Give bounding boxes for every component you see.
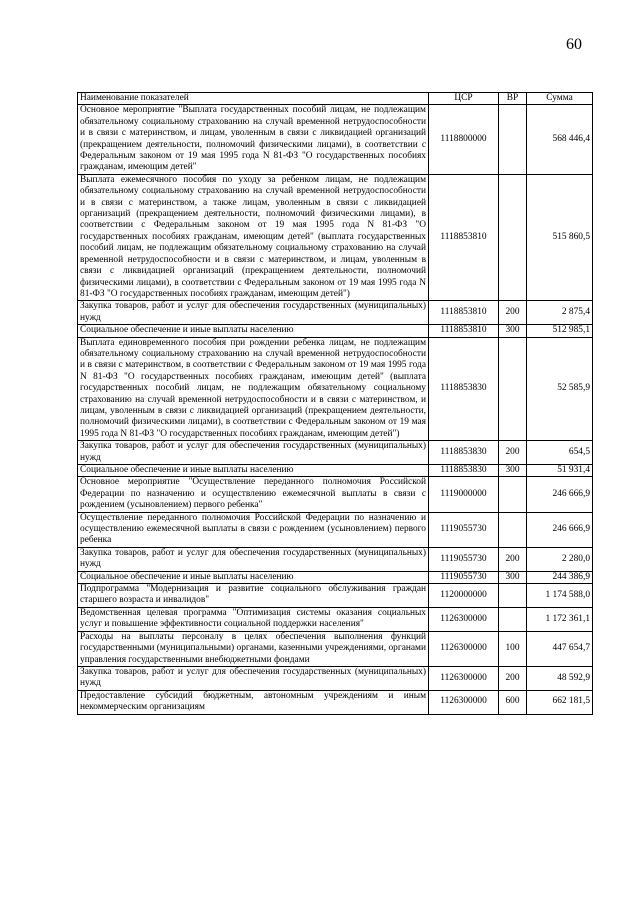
- row-vr-cell: [499, 174, 527, 300]
- row-csr-cell: 1118853830: [429, 465, 499, 477]
- row-vr-cell: [499, 337, 527, 441]
- budget-table: [77, 92, 593, 715]
- header-csr: ЦСР: [429, 93, 499, 105]
- table-row: [78, 584, 593, 608]
- row-name-cell: Предоставление субсидий бюджетным, автономным учреждениям и иным некоммерческим организациям: [78, 690, 429, 714]
- row-name-cell: Ведомственная целевая программа "Оптимизация системы оказания социальных услуг и повышение эффективности социальной поддержки населения": [78, 607, 429, 631]
- table-row: [78, 666, 593, 690]
- row-sum-cell: 2 280,0: [527, 547, 593, 571]
- row-vr-cell: 300: [499, 325, 527, 337]
- row-sum-cell: 246 666,9: [527, 512, 593, 547]
- row-vr-cell: [499, 105, 527, 174]
- row-sum-cell: 244 386,9: [527, 571, 593, 583]
- row-sum-cell: 568 446,4: [527, 105, 593, 174]
- row-csr-cell: 1126300000: [429, 607, 499, 631]
- row-name-cell: Основное мероприятие "Выплата государственных пособий лицам, не подлежащим обязательному социальному страхованию на случай временной нетрудоспособности и в связи с материнством, и лицам, уволенным в связи с ликвидацией организаций (прекращением деятельности, полномочий физическими лицами), в соответствии с Федеральным законом от 19 мая 1995 года N 81-ФЗ "О государственных пособиях гражданам, имеющим детей": [78, 105, 429, 174]
- table-row: [78, 325, 593, 337]
- row-vr-cell: 200: [499, 547, 527, 571]
- row-name-cell: Социальное обеспечение и иные выплаты населению: [78, 465, 429, 477]
- table-row: [78, 690, 593, 714]
- table-row: [78, 547, 593, 571]
- row-sum-cell: 52 585,9: [527, 337, 593, 441]
- row-name-cell: Расходы на выплаты персоналу в целях обеспечения выполнения функций государственными (муниципальными) органами, казенными учреждениями, органами управления государственными внебюджетными фондами: [78, 631, 429, 666]
- row-vr-cell: [499, 477, 527, 512]
- table-row: [78, 105, 593, 174]
- page-number: 60: [566, 36, 582, 53]
- row-vr-cell: 300: [499, 571, 527, 583]
- row-name-cell: Социальное обеспечение и иные выплаты населению: [78, 325, 429, 337]
- row-sum-cell: 447 654,7: [527, 631, 593, 666]
- row-csr-cell: 1118853810: [429, 325, 499, 337]
- table-row: [78, 477, 593, 512]
- row-vr-cell: 200: [499, 301, 527, 325]
- row-vr-cell: 100: [499, 631, 527, 666]
- row-vr-cell: [499, 607, 527, 631]
- table-row: [78, 337, 593, 441]
- row-name-cell: Социальное обеспечение и иные выплаты населению: [78, 571, 429, 583]
- row-name-cell: Выплата ежемесячного пособия по уходу за ребенком лицам, не подлежащим обязательному социальному страхованию на случай временной нетрудоспособности и в связи с материнством, а также лицам, уволенным в связи с ликвидацией организаций (прекращением деятельности, полномочий физическими лицами), в соответствии с Федеральным законом от 19 мая 1995 года N 81-ФЗ "О государственных пособиях гражданам, имеющим детей" (выплата государственных пособий лицам, не подлежащим обязательному социальному страхованию на случай временной нетрудоспособности и в связи с материнством, и лицам, уволенным в связи с ликвидацией организаций (прекращением деятельности, полномочий физическими лицами), в соответствии с Федеральным законом от 19 мая 1995 года N 81-ФЗ "О государственных пособиях гражданам, имеющим детей"): [78, 174, 429, 300]
- row-name-cell: Закупка товаров, работ и услуг для обеспечения государственных (муниципальных) нужд: [78, 441, 429, 465]
- row-name-cell: Закупка товаров, работ и услуг для обеспечения государственных (муниципальных) нужд: [78, 547, 429, 571]
- row-csr-cell: 1119055730: [429, 512, 499, 547]
- row-csr-cell: 1119000000: [429, 477, 499, 512]
- row-vr-cell: 600: [499, 690, 527, 714]
- table-row: [78, 465, 593, 477]
- row-sum-cell: 2 875,4: [527, 301, 593, 325]
- table-row: [78, 441, 593, 465]
- row-sum-cell: 51 931,4: [527, 465, 593, 477]
- header-name: Наименование показателей: [78, 93, 429, 105]
- row-csr-cell: 1118853830: [429, 337, 499, 441]
- table-row: [78, 631, 593, 666]
- row-name-cell: Основное мероприятие "Осуществление переданного полномочия Российской Федерации по назначению и осуществлению ежемесячной выплаты в связи с рождением (усыновлением) первого ребенка": [78, 477, 429, 512]
- row-vr-cell: 200: [499, 666, 527, 690]
- table-row: [78, 301, 593, 325]
- row-vr-cell: [499, 512, 527, 547]
- header-sum: Сумма: [527, 93, 593, 105]
- row-sum-cell: 515 860,5: [527, 174, 593, 300]
- row-csr-cell: 1118853810: [429, 174, 499, 300]
- row-name-cell: Закупка товаров, работ и услуг для обеспечения государственных (муниципальных) нужд: [78, 666, 429, 690]
- row-csr-cell: 1126300000: [429, 666, 499, 690]
- row-sum-cell: 512 985,1: [527, 325, 593, 337]
- table-row: [78, 571, 593, 583]
- row-vr-cell: 300: [499, 465, 527, 477]
- row-csr-cell: 1126300000: [429, 631, 499, 666]
- row-sum-cell: 654,5: [527, 441, 593, 465]
- row-vr-cell: [499, 584, 527, 608]
- row-vr-cell: 200: [499, 441, 527, 465]
- table-row: [78, 512, 593, 547]
- row-csr-cell: 1126300000: [429, 690, 499, 714]
- row-csr-cell: 1120000000: [429, 584, 499, 608]
- row-name-cell: Закупка товаров, работ и услуг для обеспечения государственных (муниципальных) нужд: [78, 301, 429, 325]
- row-csr-cell: 1118853810: [429, 301, 499, 325]
- table-row: [78, 174, 593, 300]
- table-row: [78, 607, 593, 631]
- row-name-cell: Подпрограмма "Модернизация и развитие социального обслуживания граждан старшего возраста и инвалидов": [78, 584, 429, 608]
- row-sum-cell: 1 174 588,0: [527, 584, 593, 608]
- header-vr: ВР: [499, 93, 527, 105]
- row-csr-cell: 1118853830: [429, 441, 499, 465]
- table-header-row: [78, 93, 593, 105]
- row-csr-cell: 1119055730: [429, 571, 499, 583]
- row-csr-cell: 1118800000: [429, 105, 499, 174]
- row-sum-cell: 246 666,9: [527, 477, 593, 512]
- row-name-cell: Осуществление переданного полномочия Российской Федерации по назначению и осуществлению ежемесячной выплаты в связи с рождением (усыновлением) первого ребенка: [78, 512, 429, 547]
- row-sum-cell: 1 172 361,1: [527, 607, 593, 631]
- row-sum-cell: 48 592,9: [527, 666, 593, 690]
- row-sum-cell: 662 181,5: [527, 690, 593, 714]
- row-csr-cell: 1119055730: [429, 547, 499, 571]
- row-name-cell: Выплата единовременного пособия при рождении ребенка лицам, не подлежащим обязательному социальному страхованию на случай временной нетрудоспособности и в связи с материнством, в соответствии с Федеральным законом от 19 мая 1995 года N 81-ФЗ "О государственных пособиях гражданам, имеющим детей" (выплата государственных пособий лицам, не подлежащим обязательному социальному страхованию на случай временной нетрудоспособности и в связи с материнством, и лицам, уволенным в связи с ликвидацией организаций (прекращением деятельности, полномочий физическими лицами), в соответствии с Федеральным законом от 19 мая 1995 года N 81-ФЗ "О государственных пособиях гражданам, имеющим детей"): [78, 337, 429, 441]
